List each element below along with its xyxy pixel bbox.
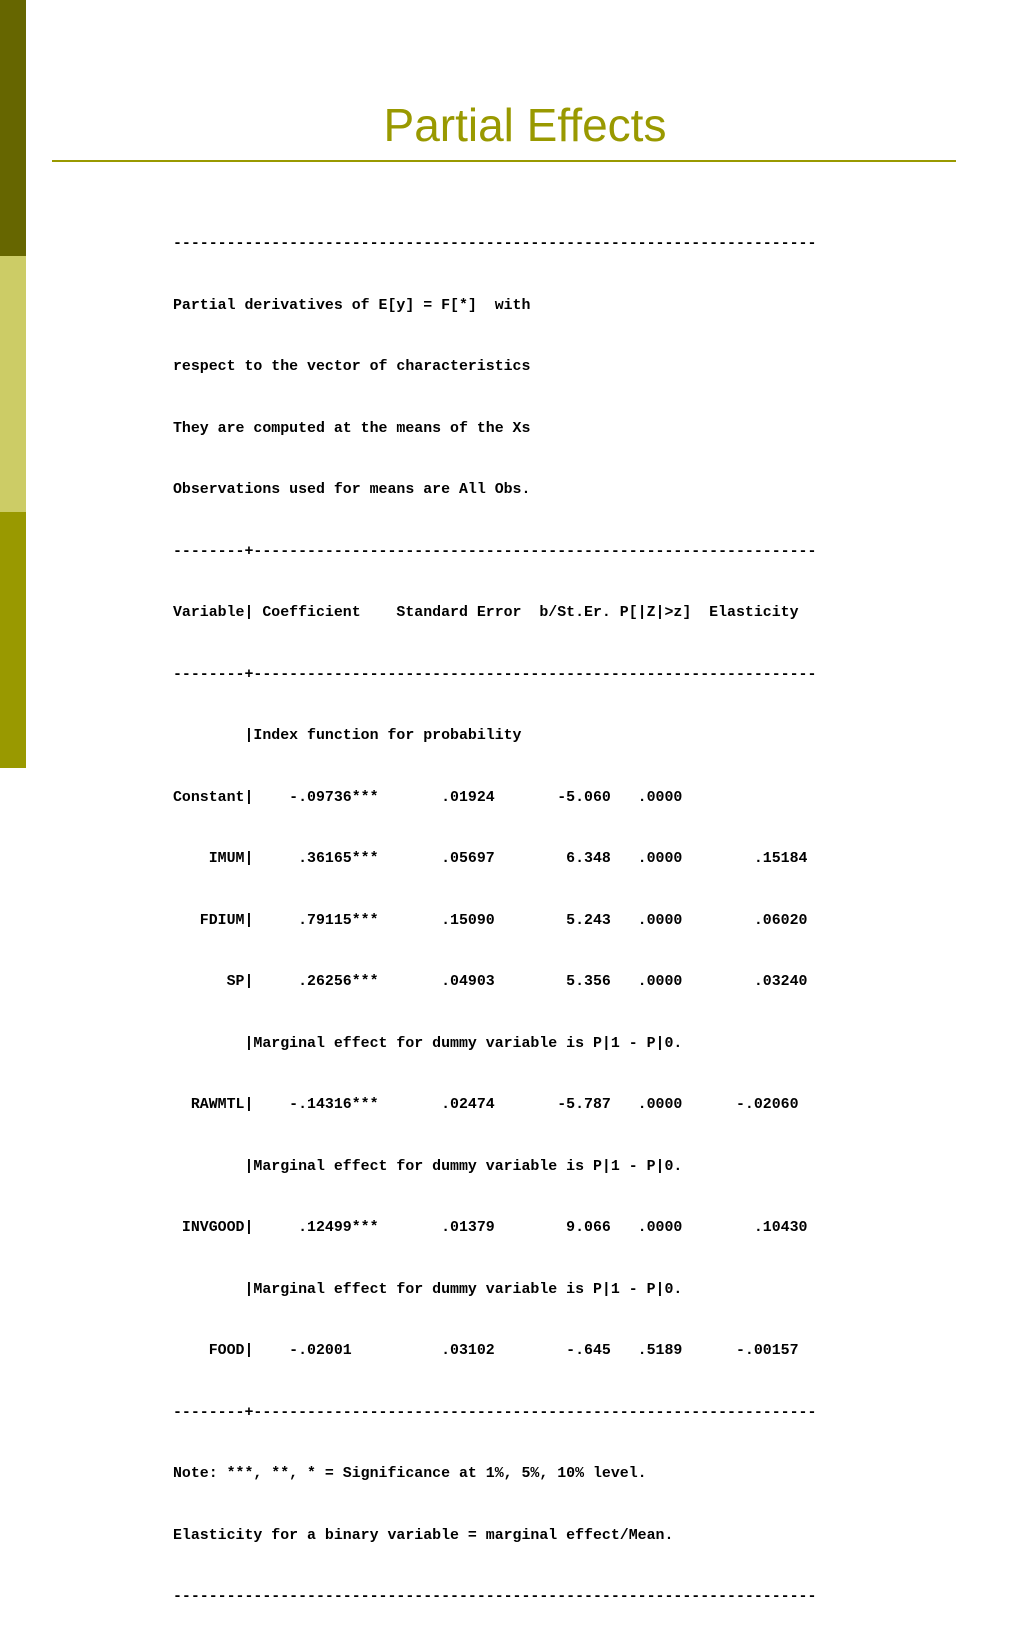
note-line: Elasticity for a binary variable = marginal effect/Mean. xyxy=(173,1527,674,1544)
output-description-line: They are computed at the means of the Xs xyxy=(173,420,531,437)
note-line: Note: ***, **, * = Significance at 1%, 5%, 10% level. xyxy=(173,1466,647,1482)
output-separator-line: ------------------------------------------------------------------------ xyxy=(173,1589,817,1605)
output-separator-line: --------+--------------------------------------------------------------- xyxy=(173,1404,817,1421)
table-row-constant: Constant| -.09736*** .01924 -5.060 .0000 xyxy=(173,789,683,806)
slide-title: Partial Effects xyxy=(383,99,667,151)
output-description-line: Partial derivatives of E[y] = F[*] with xyxy=(173,297,531,314)
regression-output xyxy=(173,193,816,1649)
output-description-line: respect to the vector of characteristics xyxy=(173,359,531,375)
table-row-imum: IMUM| .36165*** .05697 6.348 .0000 .15184 xyxy=(173,851,808,867)
table-row-rawmtl: RAWMTL| -.14316*** .02474 -5.787 .0000 -.02060 xyxy=(173,1097,799,1113)
output-separator-line: ------------------------------------------------------------------------ xyxy=(173,236,817,252)
side-band-bottom xyxy=(0,512,26,768)
table-row-food: FOOD| -.02001 .03102 -.645 .5189 -.00157 xyxy=(173,1343,799,1359)
table-header-row: Variable| Coefficient Standard Error b/St.Er. P[|Z|>z] Elasticity xyxy=(173,605,799,621)
table-row-fdium: FDIUM| .79115*** .15090 5.243 .0000 .06020 xyxy=(173,912,808,929)
output-description-line: Observations used for means are All Obs. xyxy=(173,482,531,498)
table-row-invgood: INVGOOD| .12499*** .01379 9.066 .0000 .10430 xyxy=(173,1220,808,1236)
section-label-row: |Index function for probability xyxy=(173,728,522,744)
title-divider xyxy=(52,160,956,162)
section-label-row: |Marginal effect for dummy variable is P|1 - P|0. xyxy=(173,1158,683,1175)
side-band-middle xyxy=(0,256,26,512)
section-label-row: |Marginal effect for dummy variable is P|1 - P|0. xyxy=(173,1281,683,1298)
output-separator-line: --------+--------------------------------------------------------------- xyxy=(173,543,817,560)
table-row-sp: SP| .26256*** .04903 5.356 .0000 .03240 xyxy=(173,974,808,990)
side-band-top xyxy=(0,0,26,256)
section-label-row: |Marginal effect for dummy variable is P|1 - P|0. xyxy=(173,1035,683,1052)
output-separator-line: --------+--------------------------------------------------------------- xyxy=(173,666,817,683)
